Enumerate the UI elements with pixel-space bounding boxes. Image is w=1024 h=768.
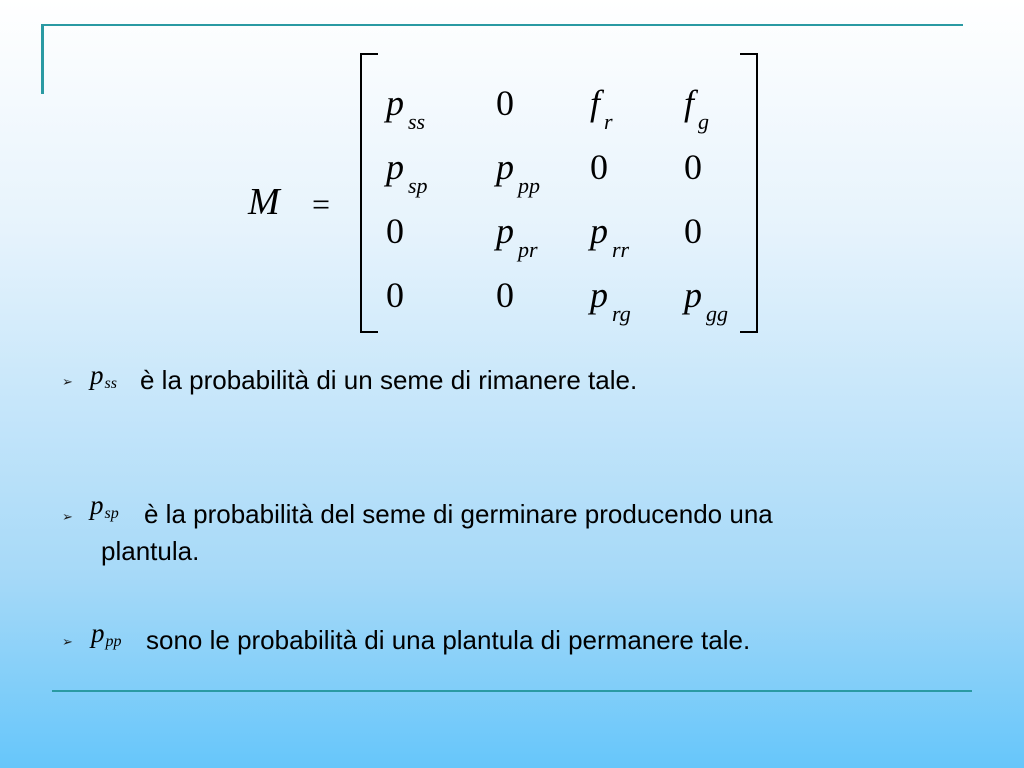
matrix-cell-subscript: r [604, 109, 613, 134]
frame-vertical-line [41, 24, 44, 94]
matrix-cell-base: p [684, 275, 702, 315]
matrix-cell [386, 274, 404, 316]
matrix-cell-subscript: sp [408, 173, 428, 198]
matrix-cell [386, 82, 426, 134]
matrix-cell-base: f [590, 83, 601, 123]
matrix-cell-base: 0 [496, 275, 514, 315]
matrix-cell [590, 274, 631, 326]
matrix-cell-base: p [386, 147, 404, 187]
matrix-cell [496, 210, 538, 262]
bullet-text: è la probabilità del seme di germinare producendo una [144, 499, 773, 529]
matrix-cell [590, 210, 630, 262]
matrix-cell-base: f [684, 83, 695, 123]
matrix-cell-subscript: g [698, 109, 710, 134]
matrix-cell-subscript: rr [612, 237, 630, 262]
matrix-cell-subscript: rg [612, 301, 631, 326]
matrix-cell [496, 146, 540, 198]
right-bracket [740, 53, 758, 333]
footer-line [52, 690, 972, 692]
matrix-cell-base: 0 [386, 275, 404, 315]
matrix-cell-base: 0 [684, 147, 702, 187]
matrix-cell-subscript: ss [408, 109, 426, 134]
bullet-text: sono le probabilità di una plantula di permanere tale. [146, 625, 751, 655]
matrix-cell [590, 82, 613, 134]
matrix-cell [684, 146, 702, 188]
left-bracket [360, 53, 378, 333]
matrix-cell [684, 210, 702, 252]
matrix-cell [496, 274, 514, 316]
matrix-cell-base: p [386, 83, 404, 123]
matrix-cell-base: p [496, 211, 514, 251]
matrix-cell [496, 82, 514, 124]
matrix-cell-base: p [496, 147, 514, 187]
bullet-symbol: $p_{ss}$ [90, 360, 117, 392]
bullet-text-continued: plantula. [101, 536, 200, 566]
matrix-cell-base: p [590, 211, 608, 251]
matrix-cell [590, 146, 608, 188]
bullet-text: è la probabilità di un seme di rimanere tale. [140, 365, 638, 395]
matrix-cell-subscript: pp [518, 173, 540, 198]
frame-top-line [41, 24, 963, 26]
matrix-cell-base: 0 [496, 83, 514, 123]
bullet-marker: ➢ [62, 375, 73, 390]
matrix-cell-base: p [590, 275, 608, 315]
bullet-symbol: $p_{pp}$ [91, 618, 122, 650]
matrix-cell [684, 82, 710, 134]
equals-sign: = [312, 186, 331, 222]
matrix-name: M [248, 181, 280, 223]
matrix-cell-base: 0 [386, 211, 404, 251]
bullet-marker: ➢ [62, 510, 73, 525]
matrix-cell-subscript: gg [706, 301, 728, 326]
matrix-cell-subscript: pr [518, 237, 538, 262]
matrix-cell [386, 146, 428, 198]
matrix-cell-base: 0 [590, 147, 608, 187]
matrix-cell-base: 0 [684, 211, 702, 251]
matrix-cell [386, 210, 404, 252]
bullet-symbol: $p_{sp}$ [90, 490, 119, 522]
matrix-cell [684, 274, 728, 326]
bullet-marker: ➢ [62, 635, 73, 650]
